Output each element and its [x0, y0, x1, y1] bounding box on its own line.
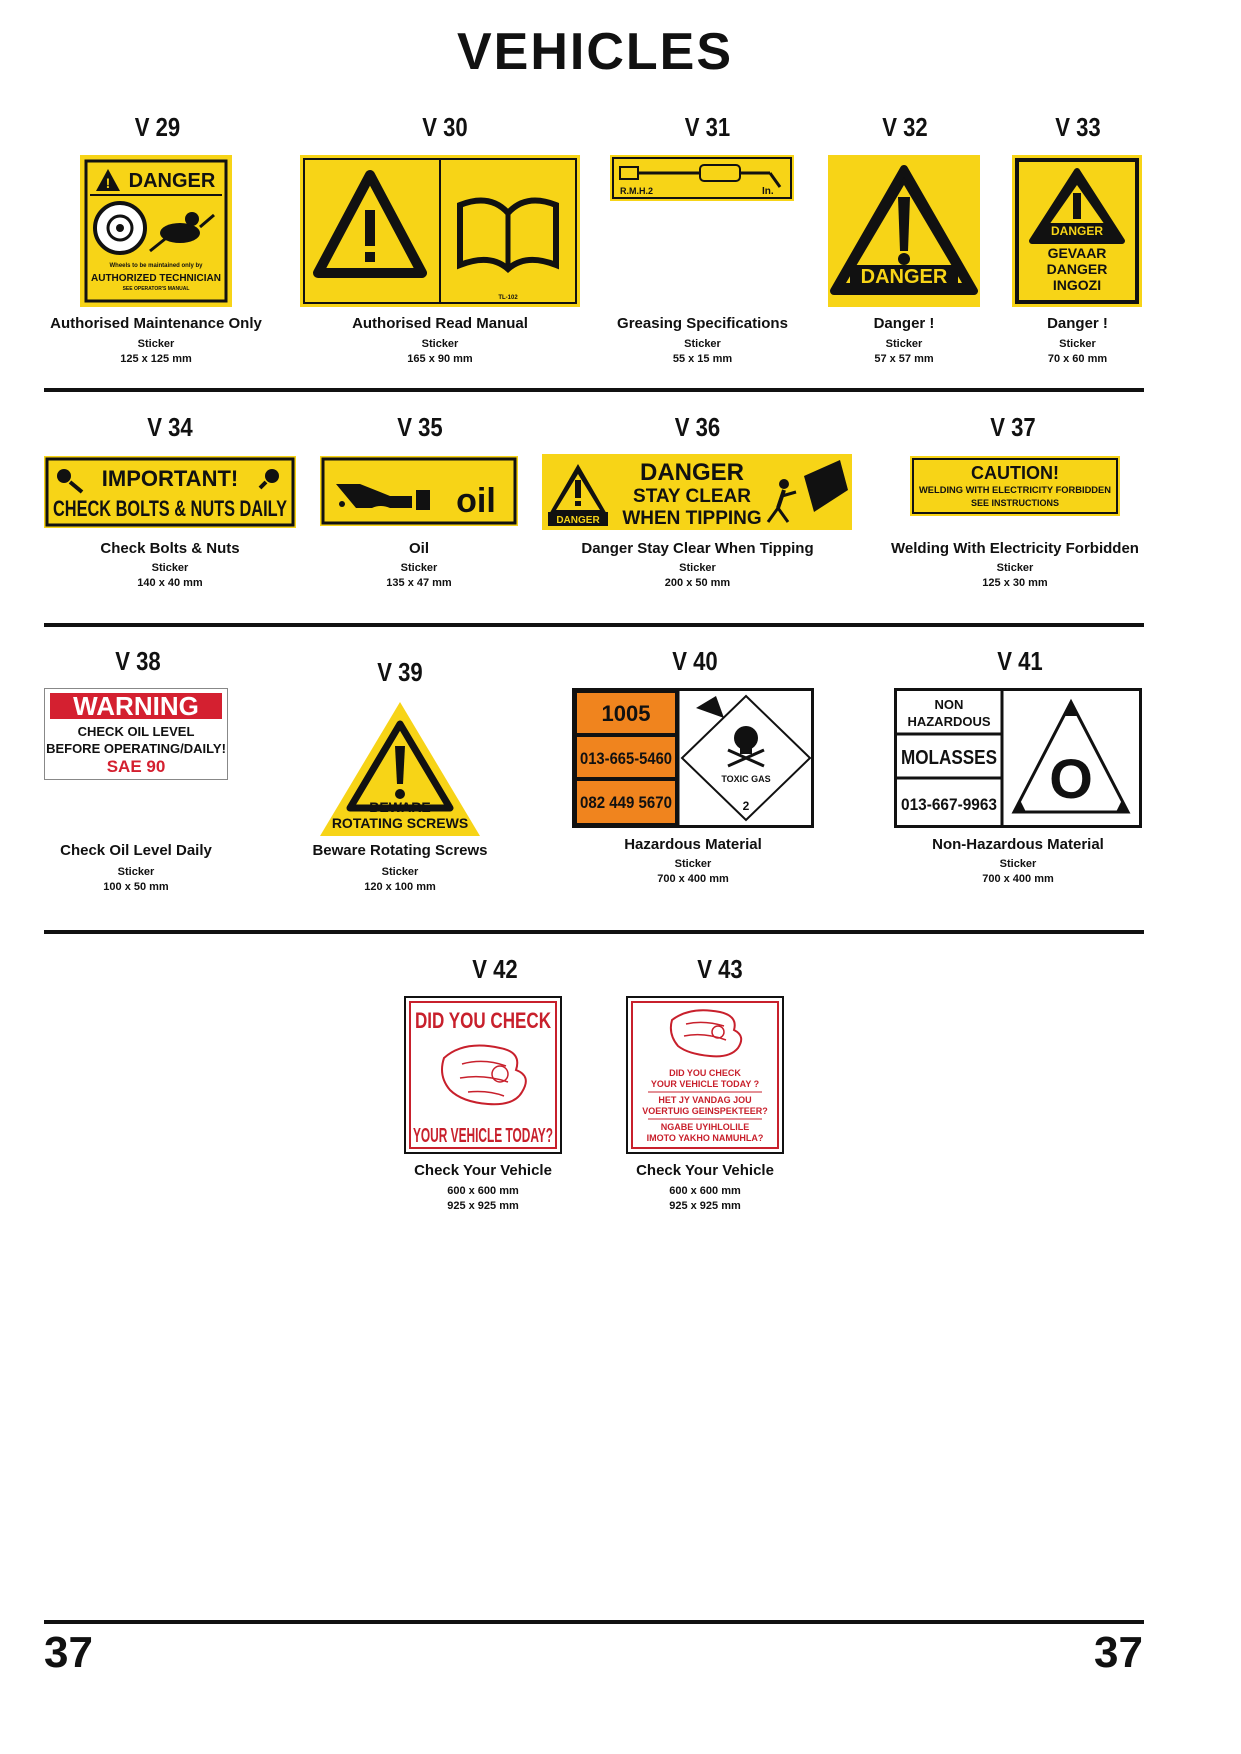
sign-v41-l3: MOLASSES: [901, 747, 997, 769]
sign-v33-l3: INGOZI: [1052, 277, 1102, 293]
sign-v41-l2: HAZARDOUS: [907, 714, 991, 729]
item-code-v33: V 33: [1055, 112, 1101, 142]
item-code-v38: V 38: [115, 646, 161, 676]
sign-v37-l1: CAUTION!: [971, 463, 1059, 483]
item-name-v40: Hazardous Material: [624, 836, 762, 853]
sign-v37-l2: WELDING WITH ELECTRICITY FORBIDDEN: [919, 485, 1111, 495]
sign-v34-l1: IMPORTANT!: [101, 466, 239, 491]
item-size1-v42: 600 x 600 mm: [447, 1185, 519, 1197]
sign-v30: [300, 155, 580, 307]
item-name-v38: Check Oil Level Daily: [60, 842, 212, 859]
sign-v31-right: In.: [762, 186, 774, 197]
sign-v37-l3: SEE INSTRUCTIONS: [970, 498, 1060, 508]
item-code-v36: V 36: [674, 412, 721, 442]
item-code-v29: V 29: [134, 112, 181, 142]
sign-v43-l6: IMOTO YAKHO NAMUHLA?: [646, 1133, 764, 1143]
item-code-v30: V 30: [422, 112, 468, 142]
item-type-v39: Sticker: [381, 866, 419, 878]
sign-v29-line3: SEE OPERATOR'S MANUAL: [122, 286, 190, 292]
sign-v33-word: DANGER: [1050, 224, 1104, 238]
item-size-v40: 700 x 400 mm: [657, 873, 729, 885]
sign-v38-l2: BEFORE OPERATING/DAILY!: [46, 741, 226, 756]
item-type-v32: Sticker: [885, 338, 923, 350]
sign-v36-l2: STAY CLEAR: [633, 486, 751, 507]
item-name-v35: Oil: [408, 540, 429, 557]
item-name-v37: Welding With Electricity Forbidden: [891, 540, 1139, 557]
item-name-v30: Authorised Read Manual: [352, 315, 528, 332]
sign-v38: [44, 688, 228, 780]
sign-v32: [828, 155, 980, 307]
item-type-v37: Sticker: [996, 562, 1034, 574]
sign-v32-word: DANGER: [860, 266, 948, 288]
item-code-v42: V 42: [472, 954, 518, 984]
item-size-v41: 700 x 400 mm: [982, 873, 1054, 885]
sign-v42-top: DID YOU CHECK: [415, 1008, 552, 1033]
sign-v43-l1: DID YOU CHECK: [669, 1068, 741, 1078]
item-name-v41: Non-Hazardous Material: [932, 836, 1104, 853]
section-divider: [44, 388, 1144, 392]
item-size-v29: 125 x 125 mm: [120, 353, 192, 365]
item-name-v43: Check Your Vehicle: [636, 1162, 774, 1179]
sign-v40: [572, 688, 814, 828]
sign-v33-l1: GEVAAR: [1047, 245, 1107, 261]
sign-v42-bottom: YOUR VEHICLE TODAY?: [413, 1125, 553, 1147]
svg-text:!: !: [105, 175, 111, 191]
sign-v40-num: 2: [742, 799, 750, 813]
item-size2-v42: 925 x 925 mm: [447, 1200, 519, 1212]
item-code-v39: V 39: [377, 657, 423, 687]
sign-v31: [610, 155, 794, 201]
item-size2-v43: 925 x 925 mm: [669, 1200, 741, 1212]
sign-v41-mark: O: [1049, 747, 1093, 810]
page-number-right: 37: [1094, 1628, 1143, 1677]
sign-v38-head: WARNING: [73, 691, 199, 721]
sign-v41-tel: 013-667-9963: [901, 795, 997, 814]
sign-v43-l5: NGABE UYIHLOLILE: [660, 1122, 750, 1132]
sign-v33: [1012, 155, 1142, 307]
item-size-v33: 70 x 60 mm: [1047, 353, 1108, 365]
footer-rule: [44, 1620, 1144, 1624]
item-code-v40: V 40: [672, 646, 718, 676]
item-type-v31: Sticker: [684, 338, 721, 350]
item-size-v36: 200 x 50 mm: [664, 577, 731, 589]
sign-v29-line1: Wheels to be maintained only by: [109, 263, 203, 269]
sign-v39-l2: ROTATING SCREWS: [331, 815, 469, 831]
sign-v40-tel1: 013-665-5460: [580, 749, 672, 768]
item-type-v33: Sticker: [1059, 338, 1096, 350]
item-name-v29: Authorised Maintenance Only: [50, 315, 262, 332]
item-size-v31: 55 x 15 mm: [672, 353, 733, 365]
item-size-v39: 120 x 100 mm: [364, 881, 436, 893]
sign-v39-l1: BEWARE: [369, 799, 431, 815]
item-code-v37: V 37: [990, 412, 1036, 442]
item-name-v39: Beware Rotating Screws: [312, 842, 488, 859]
item-type-v38: Sticker: [117, 866, 155, 878]
sign-v43-l2: YOUR VEHICLE TODAY ?: [650, 1079, 760, 1089]
sign-v33-l2: DANGER: [1046, 261, 1108, 277]
item-type-v35: Sticker: [400, 562, 438, 574]
section-divider: [44, 623, 1144, 627]
item-size-v38: 100 x 50 mm: [103, 881, 169, 893]
sign-v36-small: DANGER: [556, 515, 600, 526]
sign-v36-l3: WHEN TIPPING: [622, 508, 762, 529]
sign-v41-l1: NON: [934, 697, 964, 712]
item-size1-v43: 600 x 600 mm: [669, 1185, 741, 1197]
item-type-v29: Sticker: [137, 338, 175, 350]
sign-v31-left: R.M.H.2: [620, 186, 654, 196]
sign-v36: [542, 454, 852, 530]
sign-v40-un: 1005: [601, 701, 651, 726]
sign-v29-head: DANGER: [128, 170, 216, 192]
section-divider: [44, 930, 1144, 934]
sign-v40-class: TOXIC GAS: [721, 774, 771, 784]
item-code-v32: V 32: [882, 112, 928, 142]
page-title: VEHICLES: [456, 23, 734, 81]
sign-v43-l4: VOERTUIG GEINSPEKTEER?: [642, 1106, 768, 1116]
sign-v43-l3: HET JY VANDAG JOU: [658, 1095, 752, 1105]
sign-v30-ref: TL-102: [498, 295, 518, 301]
item-type-v36: Sticker: [679, 562, 716, 574]
sign-v38-l1: CHECK OIL LEVEL: [77, 724, 195, 739]
item-code-v43: V 43: [697, 954, 743, 984]
sign-v35-word: oil: [456, 482, 496, 520]
item-type-v30: Sticker: [421, 338, 459, 350]
item-name-v31: Greasing Specifications: [617, 315, 788, 332]
item-code-v34: V 34: [147, 412, 193, 442]
item-name-v42: Check Your Vehicle: [414, 1162, 552, 1179]
item-name-v33: Danger !: [1047, 315, 1108, 332]
item-size-v34: 140 x 40 mm: [137, 577, 203, 589]
sign-v29-line2: AUTHORIZED TECHNICIAN: [91, 273, 221, 284]
sign-v39: [318, 700, 482, 838]
sign-v40-tel2: 082 449 5670: [580, 793, 672, 812]
sign-v41: [894, 688, 1142, 828]
item-name-v34: Check Bolts & Nuts: [100, 540, 240, 557]
item-size-v37: 125 x 30 mm: [982, 577, 1048, 589]
item-code-v41: V 41: [997, 646, 1043, 676]
item-type-v40: Sticker: [674, 858, 712, 870]
sign-v37: [910, 456, 1120, 516]
item-name-v32: Danger !: [873, 315, 935, 332]
item-type-v34: Sticker: [151, 562, 189, 574]
item-type-v41: Sticker: [999, 858, 1037, 870]
sign-v38-l3: SAE 90: [106, 757, 166, 776]
item-name-v36: Danger Stay Clear When Tipping: [581, 540, 814, 557]
item-size-v35: 135 x 47 mm: [386, 577, 452, 589]
item-code-v31: V 31: [684, 112, 731, 142]
sign-v34-l2: CHECK BOLTS & NUTS DAILY: [53, 496, 288, 521]
item-size-v32: 57 x 57 mm: [874, 353, 934, 365]
item-code-v35: V 35: [397, 412, 443, 442]
page-number-left: 37: [44, 1628, 93, 1677]
sign-v43: [626, 996, 784, 1154]
sign-v36-l1: DANGER: [639, 459, 745, 486]
item-size-v30: 165 x 90 mm: [407, 353, 473, 365]
sign-v42: [404, 996, 562, 1154]
sign-v35: [320, 456, 518, 526]
sign-v34: [44, 456, 296, 528]
sign-v29: [80, 155, 232, 307]
